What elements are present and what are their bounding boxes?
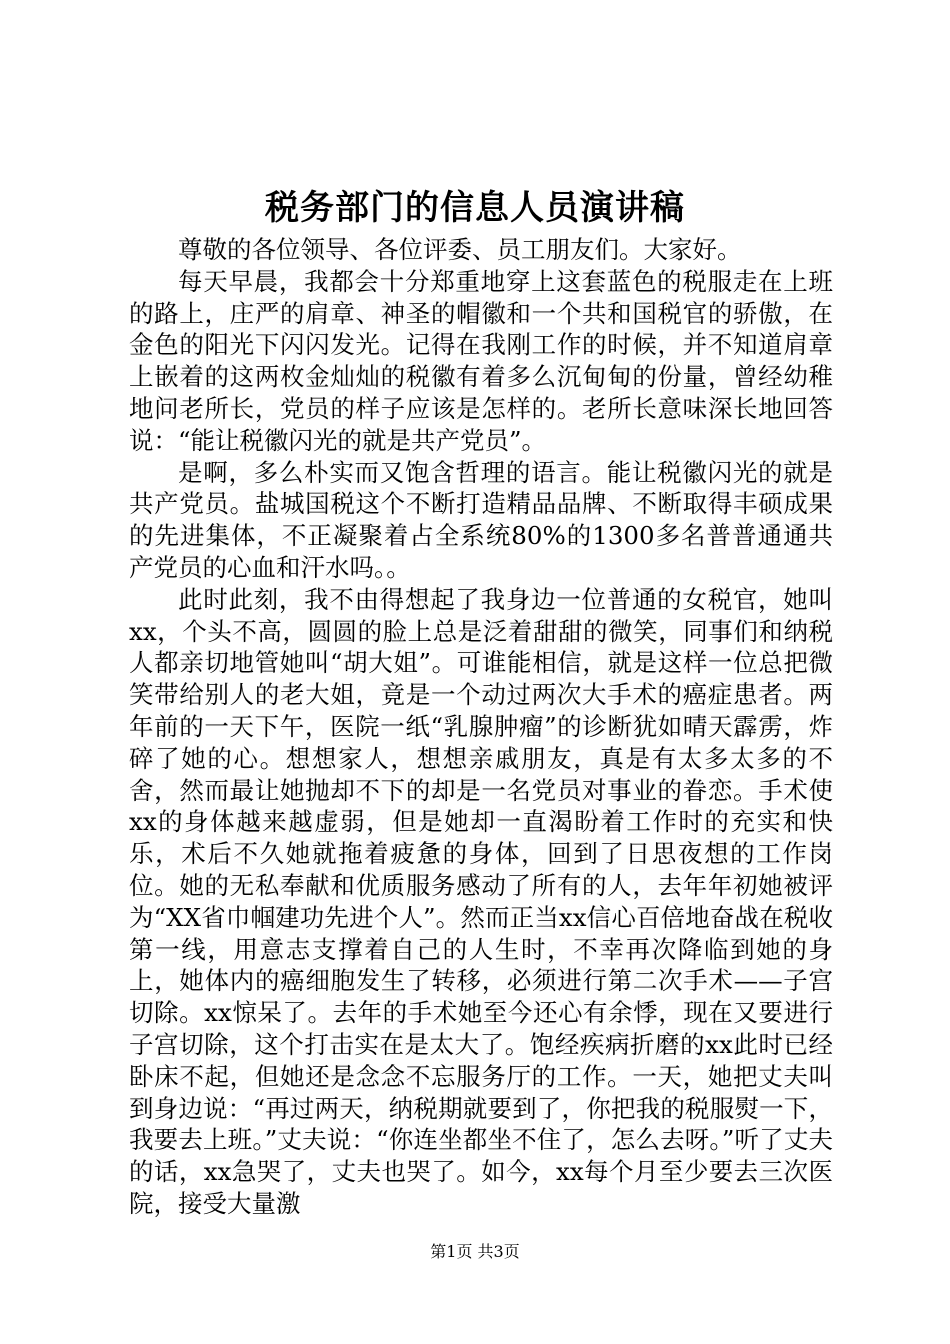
document-title: 税务部门的信息人员演讲稿 bbox=[265, 188, 685, 228]
document-body bbox=[129, 234, 833, 1220]
paragraph-greeting: 尊敬的各位领导、各位评委、员工朋友们。大家好。 bbox=[178, 235, 742, 264]
paragraph-party-member: 是啊，多么朴实而又饱含哲理的语言。能让税徽闪光的就是共产党员。盐城国税这个不断打造精品品牌、不断取得丰硕成果的先进集体，不正凝聚着占全系统80%的1300多名普普通通共产党员的心血和汗水吗。。 bbox=[129, 457, 833, 582]
page-number-footer: 第1页 共3页 bbox=[430, 1242, 520, 1261]
paragraph-story: 此时此刻，我不由得想起了我身边一位普通的女税官，她叫xx，个头不高，圆圆的脸上总是泛着甜甜的微笑，同事们和纳税人都亲切地管她叫“胡大姐”。可谁能相信，就是这样一位总把微笑带给别人的老大姐，竟是一个动过两次大手术的癌症患者。两年前的一天下午，医院一纸“乳腺肿瘤”的诊断犹如晴天霹雳，炸碎了她的心。想想家人，想想亲戚朋友，真是有太多太多的不舍，然而最让她抛却不下的却是一名党员对事业的眷恋。手术使xx的身体越来越虚弱，但是她却一直渴盼着工作时的充实和快乐，术后不久她就拖着疲惫的身体，回到了日思夜想的工作岗位。她的无私奉献和优质服务感动了所有的人，去年年初她被评为“XX省巾帼建功先进个人”。然而正当xx信心百倍地奋战在税收第一线，用意志支撑着自己的人生时，不幸再次降临到她的身上，她体内的癌细胞发生了转移，必须进行第二次手术——子宫切除。xx惊呆了。去年的手术她至今还心有余悸，现在又要进行子宫切除，这个打击实在是太大了。饱经疾病折磨的xx此时已经卧床不起，但她还是念念不忘服务厅的工作。一天，她把丈夫叫到身边说：“再过两天，纳税期就要到了，你把我的税服熨一下，我要去上班。”丈夫说：“你连坐都坐不住了，怎么去呀。”听了丈夫的话，xx急哭了，丈夫也哭了。如今，xx每个月至少要去三次医院，接受大量激 bbox=[129, 584, 833, 1218]
paragraph-morning: 每天早晨，我都会十分郑重地穿上这套蓝色的税服走在上班的路上，庄严的肩章、神圣的帽徽和一个共和国税官的骄傲，在金色的阳光下闪闪发光。记得在我刚工作的时候，并不知道肩章上嵌着的这两枚金灿灿的税徽有着多么沉甸甸的份量，曾经幼稚地问老所长，党员的样子应该是怎样的。老所长意味深长地回答说：“能让税徽闪光的就是共产党员”。 bbox=[129, 266, 833, 455]
